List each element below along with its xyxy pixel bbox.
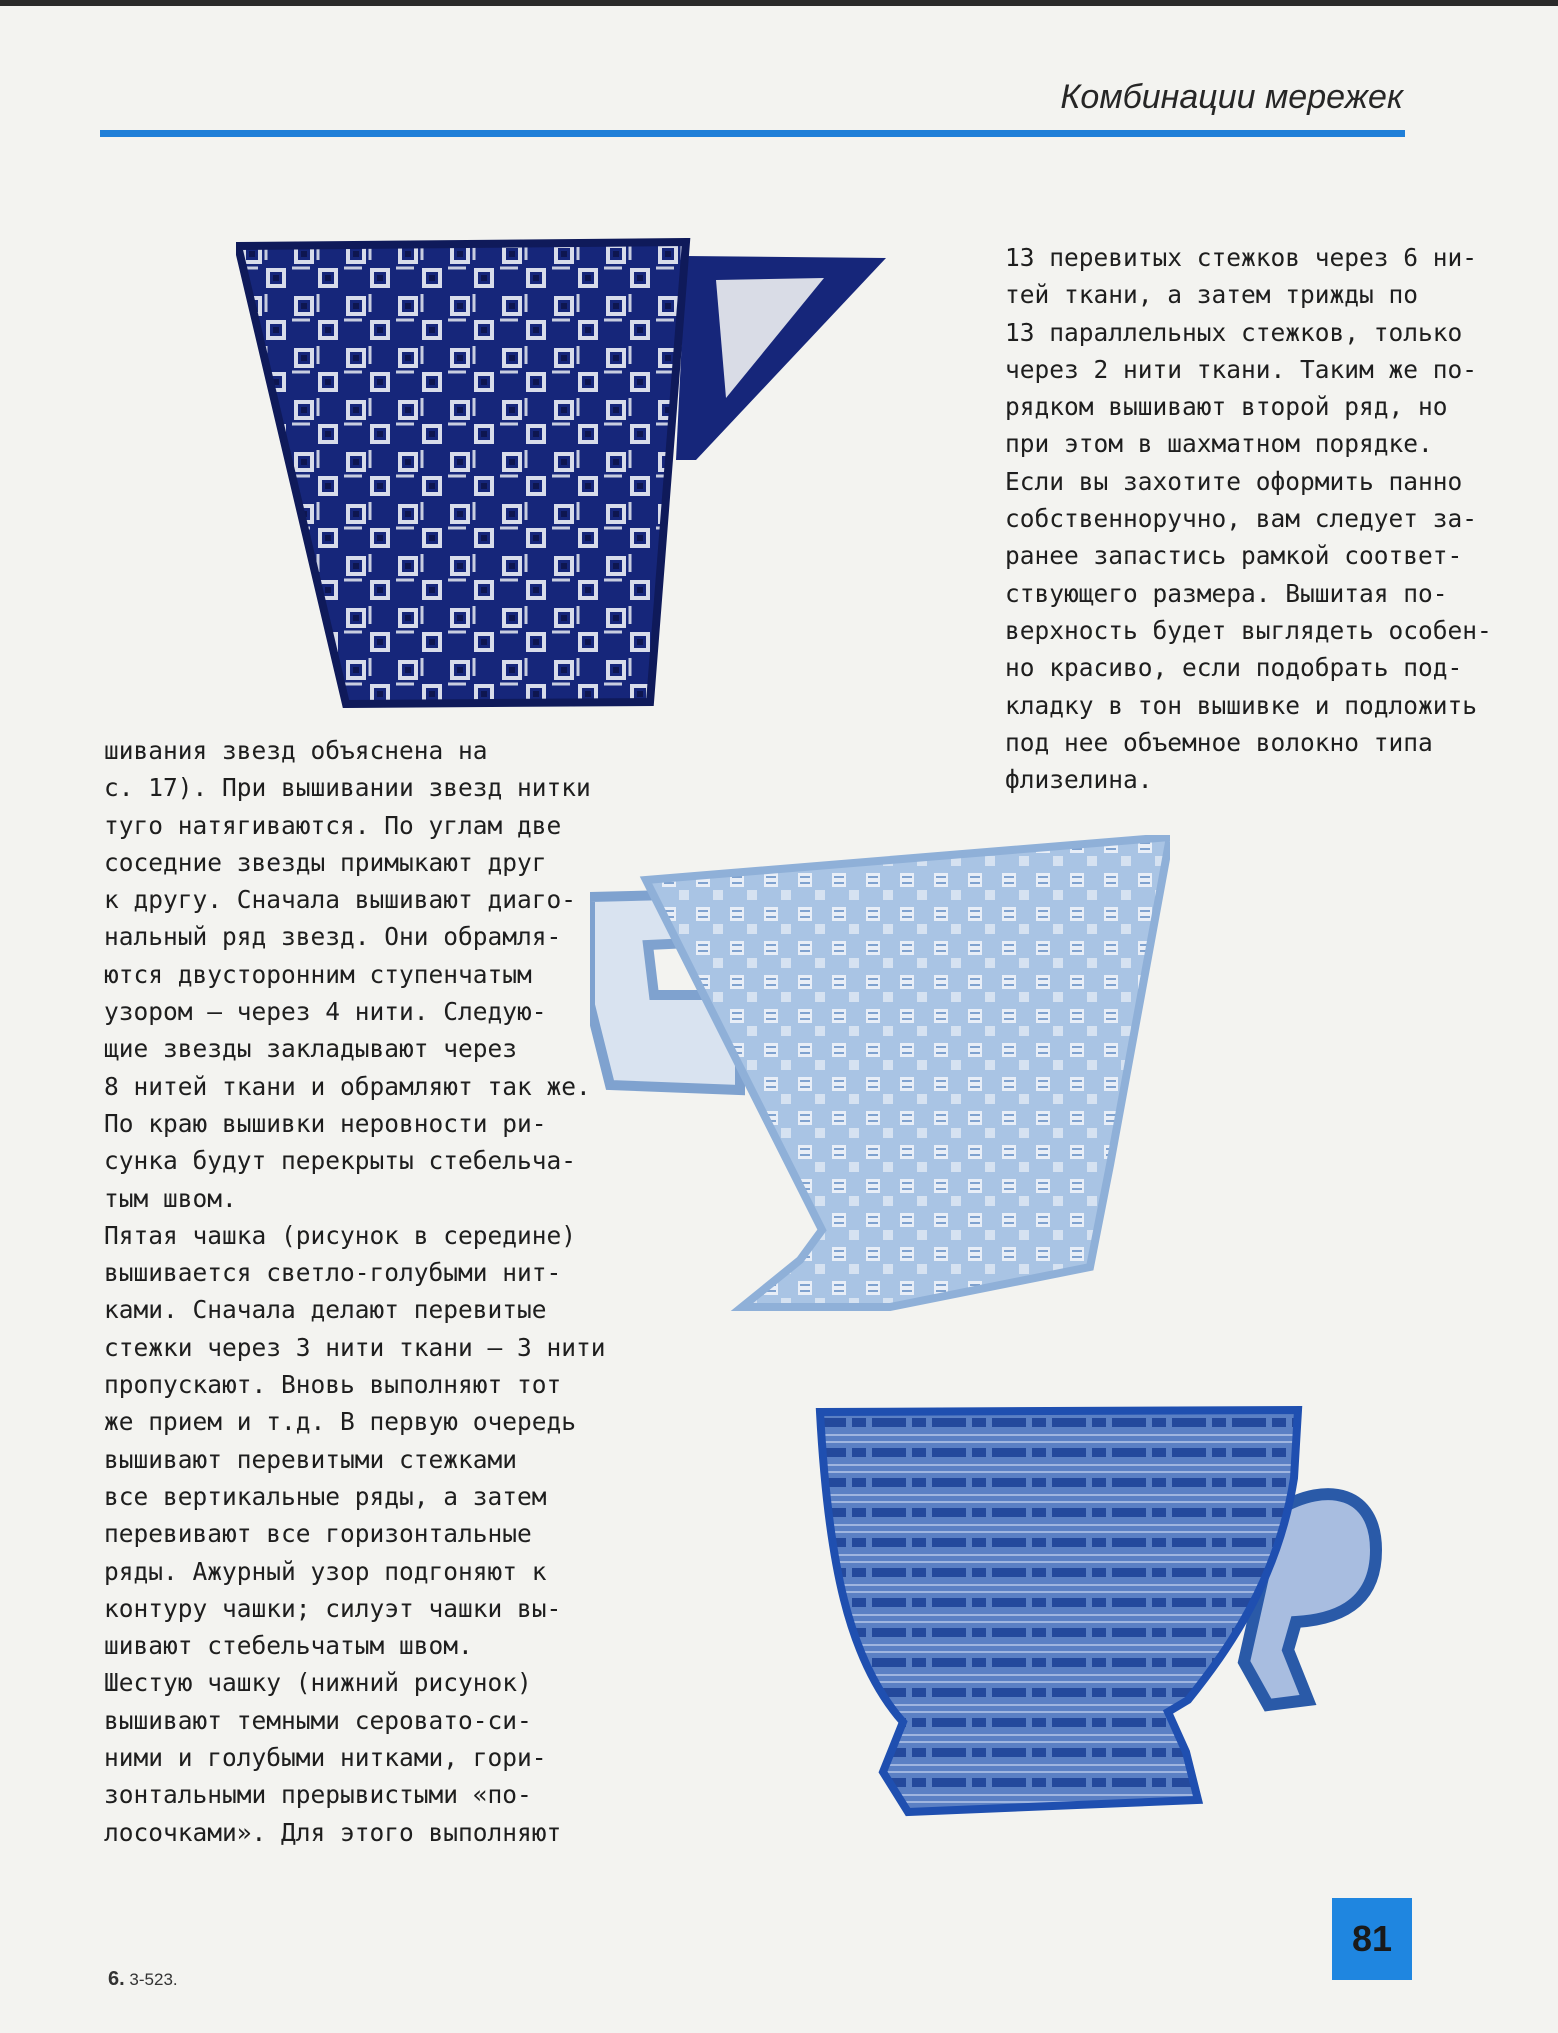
text-line: тей ткани, а затем трижды по xyxy=(1005,280,1419,310)
text-line: ками. Сначала делают перевитые xyxy=(104,1295,547,1325)
text-line: Шестую чашку (нижний рисунок) xyxy=(104,1668,532,1698)
text-line: ствующего размера. Вышитая по- xyxy=(1005,578,1448,608)
text-line: ними и голубыми нитками, гори- xyxy=(104,1743,547,1773)
text-line: щие звезды закладывают через xyxy=(104,1034,518,1064)
text-line: же прием и т.д. В первую очередь xyxy=(104,1407,577,1437)
text-line: флизелина. xyxy=(1005,765,1153,795)
text-line: при этом в шахматном порядке. xyxy=(1005,429,1433,459)
header-rule xyxy=(100,130,1405,137)
text-line: туго натягиваются. По углам две xyxy=(104,810,562,840)
text-line: узором – через 4 нити. Следую- xyxy=(104,997,547,1027)
text-line: 13 параллельных стежков, только xyxy=(1005,317,1463,347)
text-line: ются двусторонним ступенчатым xyxy=(104,959,532,989)
text-line: верхность будет выглядеть особен- xyxy=(1005,615,1492,645)
text-line: нальный ряд звезд. Они обрамля- xyxy=(104,922,562,952)
text-line: ранее запастись рамкой соответ- xyxy=(1005,541,1463,571)
text-line: кладку в тон вышивке и подложить xyxy=(1005,690,1478,720)
text-line: рядком вышивают второй ряд, но xyxy=(1005,392,1448,422)
text-line: вышивается светло-голубыми нит- xyxy=(104,1258,562,1288)
text-column-right xyxy=(1005,239,1492,798)
signature-mark: 6. xyxy=(108,1968,125,1990)
text-line: лосочками». Для этого выполняют xyxy=(104,1817,562,1847)
text-line: зонтальными прерывистыми «по- xyxy=(104,1780,532,1810)
text-line: через 2 нити ткани. Таким же по- xyxy=(1005,354,1478,384)
text-line: к другу. Сначала вышивают диаго- xyxy=(104,885,577,915)
signature-code: 3-523. xyxy=(129,1970,178,1989)
text-line: все вертикальные ряды, а затем xyxy=(104,1481,547,1511)
scan-top-edge xyxy=(0,0,1558,6)
text-line: пропускают. Вновь выполняют тот xyxy=(104,1370,562,1400)
text-line: Пятая чашка (рисунок в середине) xyxy=(104,1220,577,1250)
text-line: вышивают перевитыми стежками xyxy=(104,1444,518,1474)
text-line: сунка будут перекрыты стебельча- xyxy=(104,1146,577,1176)
text-line: под нее объемное волокно типа xyxy=(1005,727,1433,757)
text-column-left xyxy=(104,732,606,1851)
page-number: 81 xyxy=(1351,1918,1393,1959)
text-line: шивания звезд объяснена на xyxy=(104,736,488,765)
page-number-box xyxy=(1332,1898,1412,1980)
text-line: соседние звезды примыкают друг xyxy=(104,847,547,877)
text-line: перевивают все горизонтальные xyxy=(104,1519,532,1549)
embroidered-cup-light-blue xyxy=(590,835,1170,1315)
text-line: тым швом. xyxy=(104,1183,237,1213)
text-line: ряды. Ажурный узор подгоняют к xyxy=(104,1556,547,1586)
text-line: но красиво, если подобрать под- xyxy=(1005,653,1463,683)
text-line: собственноручно, вам следует за- xyxy=(1005,504,1478,534)
text-line: контуру чашки; силуэт чашки вы- xyxy=(104,1593,562,1623)
text-line: 8 нитей ткани и обрамляют так же. xyxy=(104,1071,591,1101)
text-line: 13 перевитых стежков через 6 ни- xyxy=(1005,243,1478,272)
embroidered-cup-medium-blue xyxy=(808,1400,1398,1820)
text-line: шивают стебельчатым швом. xyxy=(104,1631,473,1661)
text-line: стежки через 3 нити ткани – 3 нити xyxy=(104,1332,606,1362)
text-line: вышивают темными серовато-си- xyxy=(104,1705,532,1735)
embroidered-cup-dark-navy xyxy=(236,238,886,708)
text-line: По краю вышивки неровности ри- xyxy=(104,1108,547,1138)
text-line: с. 17). При вышивании звезд нитки xyxy=(104,773,591,803)
running-header-title: Комбинации мережек xyxy=(1060,78,1403,116)
printer-signature xyxy=(108,1968,178,1991)
text-line: Если вы захотите оформить панно xyxy=(1005,466,1463,496)
